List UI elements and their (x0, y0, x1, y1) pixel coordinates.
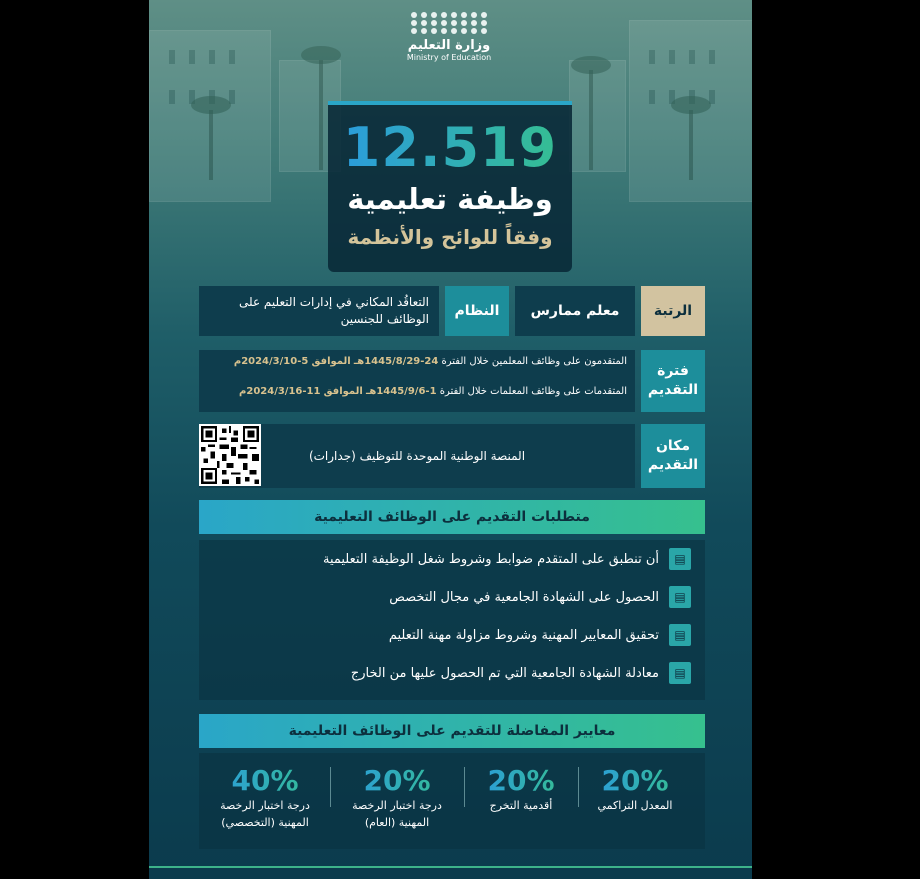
rank-label: الرتبة (641, 286, 705, 336)
requirements-list (199, 540, 705, 700)
headline-title: وظيفة تعليمية (347, 182, 553, 216)
requirement-item (323, 545, 691, 573)
period-label (641, 350, 705, 412)
period-women-gregorian: 11-2024/3/16م (239, 386, 321, 397)
requirement-item (351, 659, 691, 687)
place-label (641, 424, 705, 488)
period-women-hijri: 1-1445/9/6هـ (365, 386, 437, 397)
criterion-percent: 20% (471, 765, 571, 797)
criterion-percent: 20% (337, 765, 457, 797)
system-value (199, 286, 439, 336)
bottom-bar (149, 866, 752, 879)
divider (578, 767, 579, 807)
criterion-label: أقدمية التخرج (489, 799, 553, 812)
checklist-icon: ▤ (669, 624, 691, 646)
period-women-prefix: المتقدمات على وظائف المعلمات خلال الفترة (439, 386, 627, 397)
logo-english-text: Ministry of Education (406, 53, 492, 62)
place-label-line1: مكان (655, 438, 690, 454)
criterion-label-line2: المهنية (التخصصي) (221, 816, 309, 829)
qr-code-icon[interactable] (199, 424, 261, 486)
period-men-mid: الموافق (311, 356, 351, 367)
requirement-item (389, 583, 691, 611)
criterion-graduation-seniority (471, 765, 571, 814)
criterion-label: المعدل التراكمي (597, 799, 673, 812)
preference-title: معايير المفاضلة للتقديم على الوظائف التعليمية (199, 714, 705, 748)
requirements-title: متطلبات التقديم على الوظائف التعليمية (199, 500, 705, 534)
place-label-line2: التقديم (647, 457, 699, 473)
headline-box (328, 101, 572, 272)
requirement-text: معادلة الشهادة الجامعية التي تم الحصول عليها من الخارج (350, 665, 659, 681)
poster (149, 0, 752, 879)
requirement-text: تحقيق المعايير المهنية وشروط مزاولة مهنة التعليم (388, 627, 659, 643)
period-men-hijri: 24-1445/8/29هـ (353, 356, 439, 367)
system-value-line2: الوظائف للجنسين (340, 312, 429, 326)
place-value (199, 424, 635, 488)
criterion-label: درجة اختبار الرخصة (352, 799, 442, 812)
headline-subtitle: وفقاً للوائح والأنظمة (347, 225, 553, 249)
period-label-line1: فترة (657, 363, 689, 379)
ministry-logo (399, 12, 499, 63)
document-icon: ▤ (669, 548, 691, 570)
system-label: النظام (445, 286, 509, 336)
period-women-mid: الموافق (323, 386, 363, 397)
period-men (205, 355, 627, 369)
rank-system-row (199, 286, 705, 336)
application-place (199, 424, 705, 488)
criterion-label-line2: المهنية (العام) (364, 816, 430, 829)
criterion-percent: 20% (585, 765, 685, 797)
rank-value: معلم ممارس (515, 286, 635, 336)
criterion-gpa (585, 765, 685, 814)
divider (330, 767, 331, 807)
logo-dots-icon (408, 12, 490, 34)
period-details (199, 350, 635, 412)
requirement-item (389, 621, 691, 649)
certificate-icon: ▤ (669, 586, 691, 608)
period-men-gregorian: 5-2024/3/10م (233, 356, 309, 367)
criterion-specialized-license (205, 765, 325, 831)
logo-arabic-text: وزارة التعليم (407, 38, 491, 53)
equivalency-icon: ▤ (669, 662, 691, 684)
divider (464, 767, 465, 807)
criterion-general-license (337, 765, 457, 831)
criterion-label: درجة اختبار الرخصة (220, 799, 310, 812)
preference-criteria (199, 753, 705, 849)
period-label-line2: التقديم (647, 382, 699, 398)
requirement-text: الحصول على الشهادة الجامعية في مجال التخصص (389, 589, 659, 605)
place-value-text: المنصة الوطنية الموحدة للتوظيف (جدارات) (308, 449, 526, 463)
requirement-text: أن تنطبق على المتقدم ضوابط وشروط شغل الوظيفة التعليمية (322, 551, 659, 567)
period-men-prefix: المتقدمون على وظائف المعلمين خلال الفترة (441, 356, 627, 367)
period-women (205, 385, 627, 399)
application-period (199, 350, 705, 412)
system-value-line1: التعاقُد المكاني في إدارات التعليم على (238, 295, 429, 309)
criterion-percent: 40% (205, 765, 325, 797)
job-count: 12.519 (328, 117, 572, 179)
